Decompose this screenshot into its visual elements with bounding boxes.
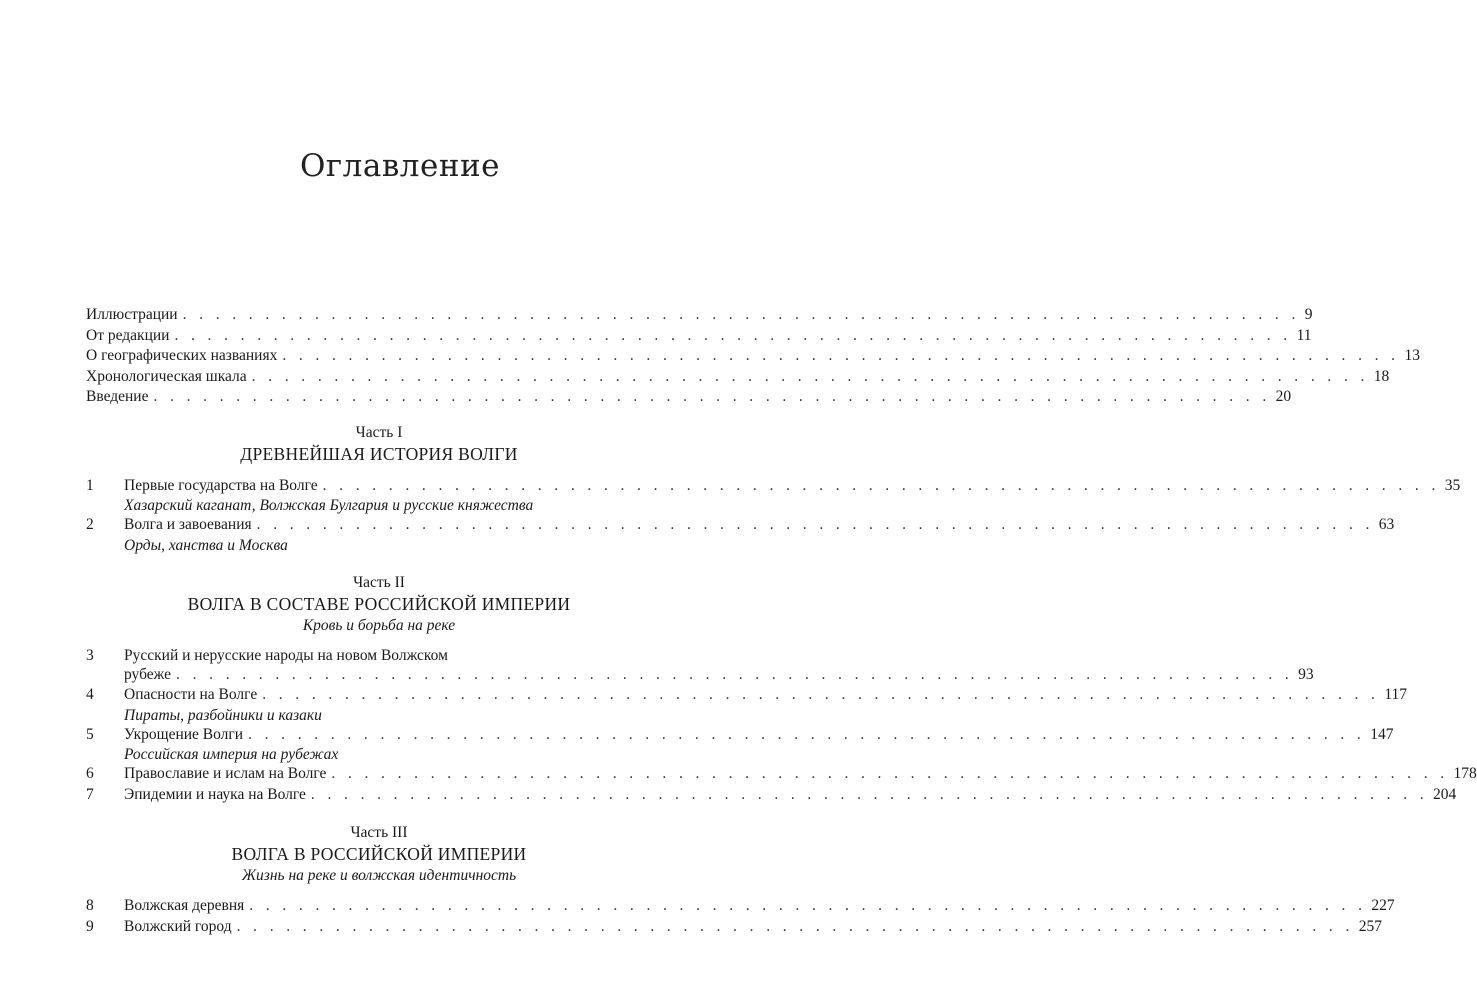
toc-chapter-1[interactable]: [86, 476, 1461, 516]
toc-entry-timeline[interactable]: [86, 367, 1390, 388]
dot-leader: [249, 896, 1366, 916]
entry-title: О географических названиях: [86, 347, 278, 364]
chapter-number: 9: [86, 917, 94, 935]
chapter-title: Укрощение Волги: [124, 725, 244, 743]
part-subtitle: Кровь и борьба на реке: [302, 616, 456, 634]
chapter-page: 257: [1358, 917, 1382, 935]
chapter-number: 7: [86, 785, 94, 803]
toc-chapter-3[interactable]: [86, 646, 1314, 686]
chapter-number: 6: [86, 765, 94, 782]
dot-leader: [174, 326, 1291, 346]
toc-chapter-4[interactable]: [86, 685, 1408, 725]
chapter-number: 3: [86, 646, 94, 664]
toc-chapter-9[interactable]: [86, 917, 1382, 938]
chapter-title: Волга и завоевания: [124, 516, 252, 533]
dot-leader: [248, 725, 1365, 745]
chapter-page: 93: [1298, 665, 1314, 683]
chapter-page: 147: [1370, 725, 1394, 743]
entry-page: 13: [1404, 347, 1420, 364]
dot-leader: [237, 917, 1354, 937]
chapter-number: 4: [86, 686, 94, 703]
entry-title: Иллюстрации: [86, 306, 178, 323]
toc-entry-illustrations[interactable]: [86, 305, 1313, 326]
chapter-subtitle: Хазарский каганат, Волжская Булгария и русские княжества: [124, 497, 534, 514]
dot-leader: [331, 764, 1448, 784]
chapter-page: 117: [1384, 686, 1408, 703]
entry-title: От редакции: [86, 326, 170, 344]
chapter-title-line: Русский и нерусские народы на новом Волжском: [124, 646, 448, 664]
entry-page: 9: [1304, 306, 1313, 323]
chapter-page: 63: [1378, 516, 1395, 533]
chapter-page: 178: [1453, 765, 1477, 782]
dot-leader: [311, 785, 1428, 805]
table-of-contents: [86, 305, 1477, 937]
dot-leader: [257, 515, 1374, 535]
toc-chapter-5[interactable]: [86, 725, 1394, 765]
entry-page: 20: [1275, 388, 1292, 405]
entry-title: Введение: [86, 388, 149, 405]
chapter-page: 204: [1433, 785, 1457, 803]
chapter-title: Опасности на Волге: [124, 686, 258, 703]
toc-chapter-2[interactable]: [86, 515, 1395, 555]
toc-chapter-8[interactable]: [86, 896, 1395, 917]
entry-page: 18: [1373, 367, 1390, 385]
chapter-title: Волжский город: [124, 917, 232, 935]
chapter-subtitle: Российская империя на рубежах: [124, 746, 339, 763]
chapter-title: Эпидемии и наука на Волге: [124, 785, 306, 803]
chapter-title: Первые государства на Волге: [124, 476, 318, 494]
dot-leader: [176, 665, 1293, 685]
part-label: Часть III: [350, 824, 408, 841]
chapter-number: 5: [86, 725, 94, 743]
dot-leader: [282, 346, 1399, 366]
dot-leader: [252, 367, 1369, 387]
chapter-subtitle: Орды, ханства и Москва: [124, 536, 288, 554]
page-title: Оглавление: [300, 148, 500, 184]
toc-chapter-7[interactable]: [86, 785, 1457, 806]
toc-entry-introduction[interactable]: [86, 387, 1292, 408]
chapter-number: 8: [86, 897, 94, 914]
chapter-subtitle: Пираты, разбойники и казаки: [124, 706, 322, 724]
dot-leader: [153, 387, 1270, 407]
chapter-title: Волжская деревня: [124, 897, 245, 914]
entry-title: Хронологическая шкала: [86, 367, 247, 385]
chapter-page: 227: [1371, 897, 1395, 914]
part-subtitle: Жизнь на реке и волжская идентичность: [241, 867, 517, 884]
chapter-page: 35: [1444, 476, 1461, 494]
part-label: Часть II: [353, 573, 405, 591]
chapter-title: Православие и ислам на Волге: [124, 765, 327, 782]
chapter-number: 2: [86, 516, 94, 533]
toc-entry-editorial[interactable]: [86, 326, 1312, 347]
chapter-number: 1: [86, 476, 94, 494]
part-title: ВОЛГА В РОССИЙСКОЙ ИМПЕРИИ: [231, 844, 527, 864]
dot-leader: [323, 476, 1440, 496]
part-title: ВОЛГА В СОСТАВЕ РОССИЙСКОЙ ИМПЕРИИ: [187, 593, 571, 614]
part-label: Часть I: [355, 423, 403, 441]
entry-page: 11: [1296, 326, 1312, 344]
part-title: ДРЕВНЕЙШАЯ ИСТОРИЯ ВОЛГИ: [240, 443, 518, 464]
dot-leader: [183, 305, 1300, 325]
chapter-title: рубеже: [124, 665, 172, 683]
toc-entry-geographic-names[interactable]: [86, 346, 1420, 367]
dot-leader: [262, 685, 1379, 705]
toc-chapter-6[interactable]: [86, 764, 1477, 785]
